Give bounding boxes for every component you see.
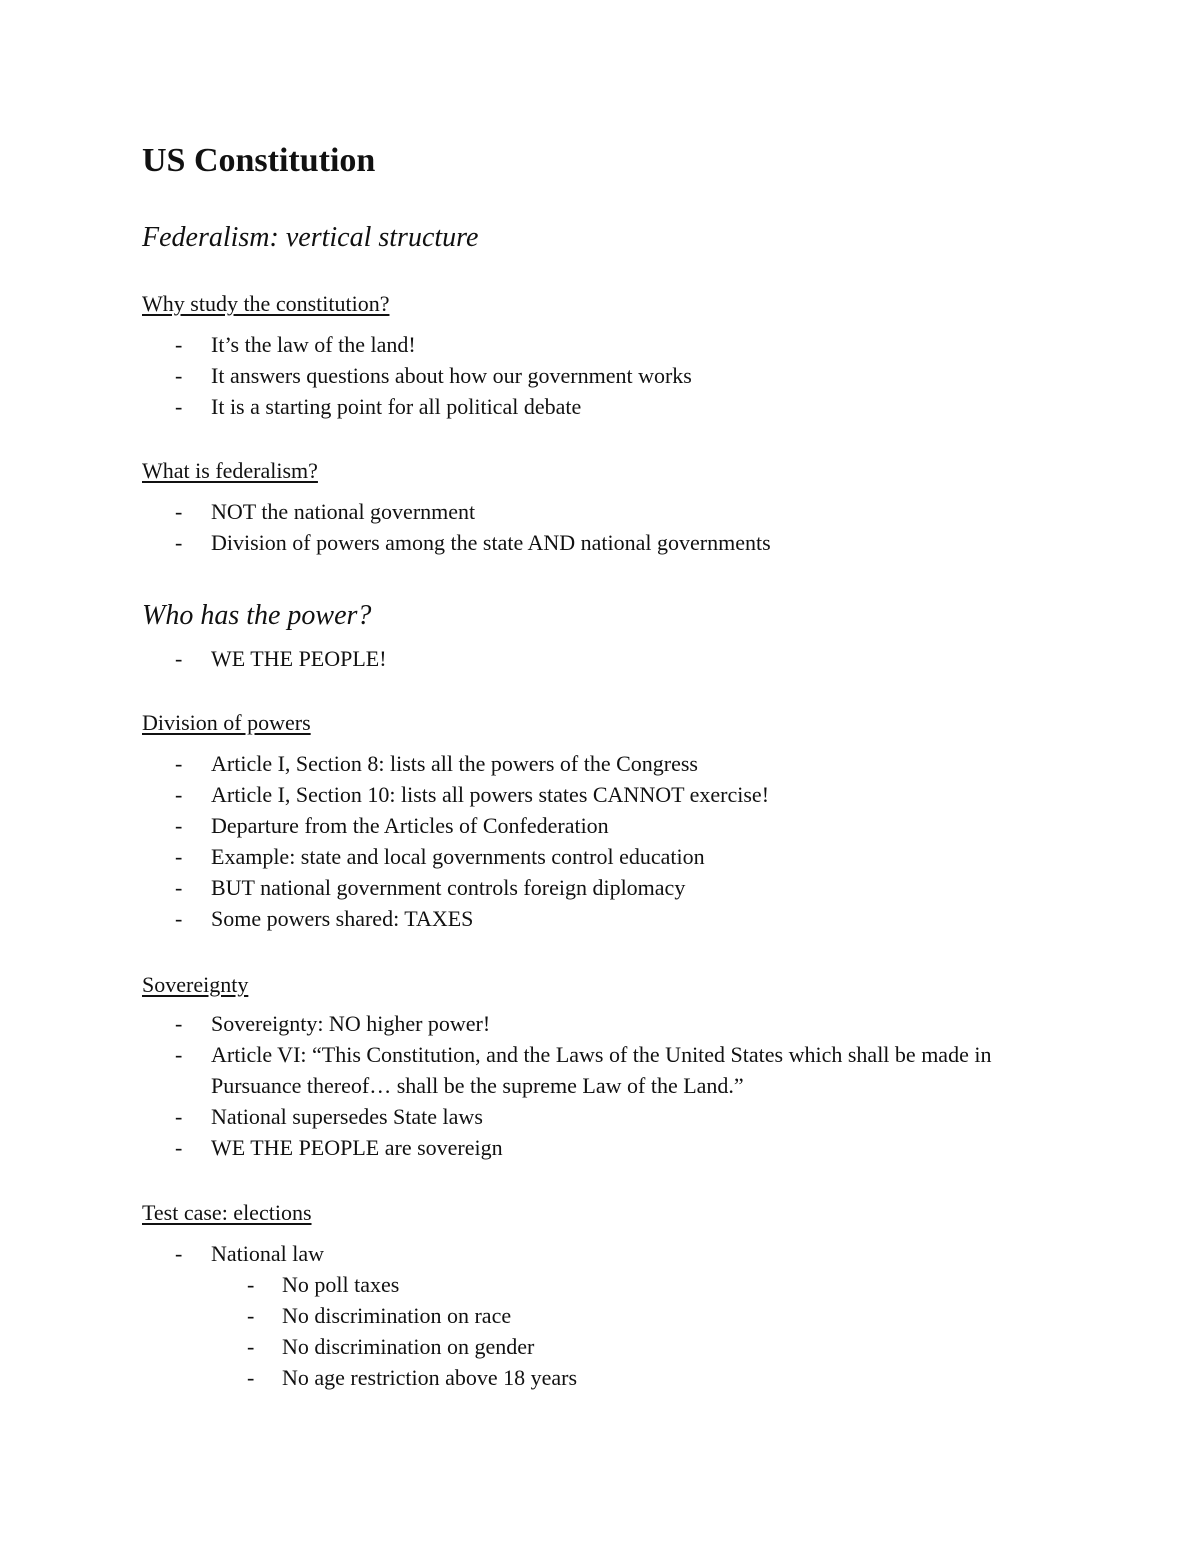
test-case-sublist (142, 1269, 577, 1393)
list-item: - WE THE PEOPLE are sovereign (142, 1132, 1081, 1163)
why-study-list (142, 329, 692, 422)
dash-bullet: - (175, 530, 183, 555)
dash-bullet: - (175, 394, 183, 419)
dash-bullet: - (247, 1334, 255, 1359)
dash-bullet: - (175, 1104, 183, 1129)
dash-bullet: - (247, 1272, 255, 1297)
dash-bullet: - (175, 1241, 183, 1266)
dash-bullet: - (175, 499, 183, 524)
subheading-division-of-powers: Division of powers (142, 710, 311, 735)
sub-list-item: - No discrimination on gender (142, 1331, 577, 1362)
test-case-list (142, 1238, 324, 1269)
list-item: - Article I, Section 8: lists all the powers of the Congress (142, 748, 769, 779)
subheading-why-study: Why study the constitution? (142, 291, 390, 316)
list-item: - Example: state and local governments control education (142, 841, 769, 872)
list-item: - Departure from the Articles of Confederation (142, 810, 769, 841)
subheading-sovereignty: Sovereignty (142, 972, 249, 997)
dash-bullet: - (175, 646, 183, 671)
sovereignty-list (142, 1008, 1081, 1163)
dash-bullet: - (175, 1011, 183, 1036)
dash-bullet: - (175, 1042, 183, 1067)
document-title: US Constitution (142, 142, 376, 179)
sub-list-item: - No age restriction above 18 years (142, 1362, 577, 1393)
list-item: - NOT the national government (142, 496, 771, 527)
division-list (142, 748, 769, 934)
dash-bullet: - (175, 844, 183, 869)
dash-bullet: - (175, 813, 183, 838)
list-item: - BUT national government controls foreign diplomacy (142, 872, 769, 903)
federalism-list (142, 496, 771, 558)
subheading-what-is-federalism: What is federalism? (142, 458, 318, 483)
dash-bullet: - (247, 1365, 255, 1390)
list-item: - It is a starting point for all political debate (142, 391, 692, 422)
list-item: - It answers questions about how our government works (142, 360, 692, 391)
dash-bullet: - (175, 1135, 183, 1160)
list-item: - Article I, Section 10: lists all powers states CANNOT exercise! (142, 779, 769, 810)
list-item: - WE THE PEOPLE! (142, 643, 387, 674)
dash-bullet: - (175, 906, 183, 931)
dash-bullet: - (175, 751, 183, 776)
dash-bullet: - (175, 875, 183, 900)
section-heading-who-has-power: Who has the power? (142, 600, 372, 631)
list-item: - National law (142, 1238, 324, 1269)
list-item: - Division of powers among the state AND national governments (142, 527, 771, 558)
section-heading-federalism: Federalism: vertical structure (142, 222, 479, 253)
sub-list-item: - No poll taxes (142, 1269, 577, 1300)
dash-bullet: - (247, 1303, 255, 1328)
list-item: - Article VI: “This Constitution, and the Laws of the United States which shall be made in Pursuance thereof… shall be the supreme Law of the Land.” (142, 1039, 1081, 1101)
list-item: - National supersedes State laws (142, 1101, 1081, 1132)
list-item: - Some powers shared: TAXES (142, 903, 769, 934)
dash-bullet: - (175, 782, 183, 807)
dash-bullet: - (175, 332, 183, 357)
list-item: - Sovereignty: NO higher power! (142, 1008, 1081, 1039)
subheading-test-case-elections: Test case: elections (142, 1200, 312, 1225)
dash-bullet: - (175, 363, 183, 388)
list-item: - It’s the law of the land! (142, 329, 692, 360)
power-list (142, 643, 387, 674)
sub-list-item: - No discrimination on race (142, 1300, 577, 1331)
